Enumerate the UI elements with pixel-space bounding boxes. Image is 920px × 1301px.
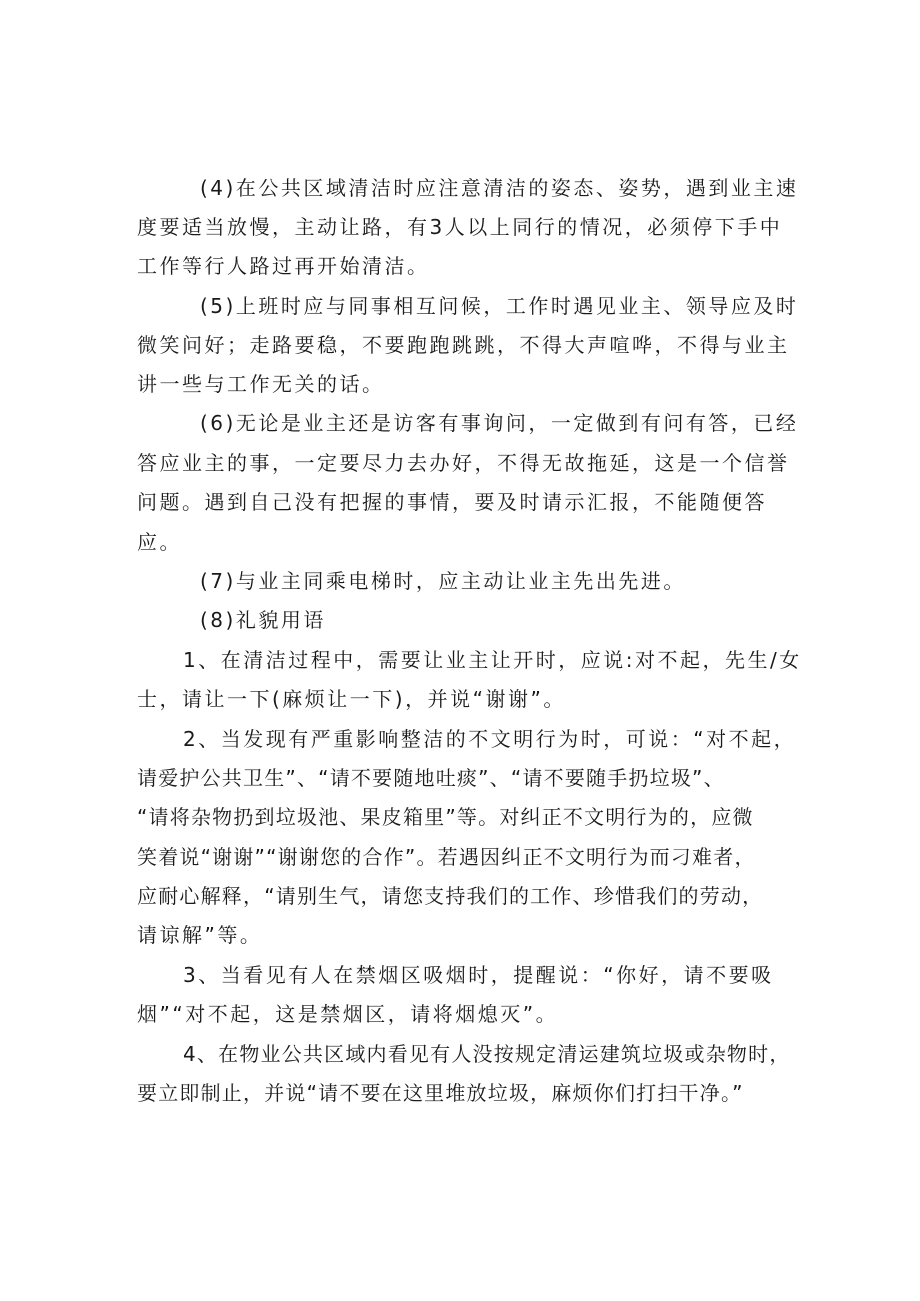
text-line: 2、当发现有严重影响整洁的不文明行为时，可说：“对不起， [183, 727, 797, 751]
text-line: 请爱护公共卫生”、“请不要随地吐痰”、“请不要随手扔垃圾”、 [137, 766, 725, 790]
text-line: 士，请让一下(麻烦让一下)，并说“谢谢”。 [137, 687, 566, 711]
text-line: (4)在公共区域清洁时应注意清洁的姿态、姿势，遇到业主速 [200, 176, 799, 200]
text-line: 要立即制止，并说“请不要在这里堆放垃圾，麻烦你们打扫干净。” [137, 1081, 744, 1105]
text-line: 度要适当放慢，主动让路，有3人以上同行的情况，必须停下手中 [137, 215, 783, 239]
text-line: 笑着说“谢谢”“谢谢您的合作”。若遇因纠正不文明行为而刁难者， [137, 845, 756, 869]
text-line: 3、当看见有人在禁烟区吸烟时，提醒说：“你好，请不要吸 [183, 963, 774, 987]
text-line: 微笑问好；走路要稳，不要跑跑跳跳，不得大声喧哗，不得与业主 [137, 333, 790, 357]
text-line: 工作等行人路过再开始清洁。 [137, 254, 430, 278]
text-line: 1、在清洁过程中，需要让业主让开时，应说:对不起，先生/女 [183, 648, 802, 672]
text-line: “请将杂物扔到垃圾池、果皮箱里”等。对纠正不文明行为的，应微 [137, 805, 754, 829]
text-line: 请谅解”等。 [137, 923, 263, 947]
text-line: 应。 [137, 530, 182, 554]
section-heading: (8)礼貌用语 [200, 608, 326, 632]
text-line: 答应业主的事，一定要尽力去办好，不得无故拖延，这是一个信誉 [137, 451, 790, 475]
text-line: (6)无论是业主还是访客有事询问，一定做到有问有答，已经 [200, 411, 799, 435]
text-line: (5)上班时应与同事相互问候，工作时遇见业主、领导应及时 [200, 294, 799, 318]
text-line: 4、在物业公共区域内看见有人没按规定清运建筑垃圾或杂物时， [183, 1042, 791, 1066]
text-line: 问题。遇到自己没有把握的事情，要及时请示汇报，不能随便答 [137, 490, 767, 514]
text-line: 讲一些与工作无关的话。 [137, 372, 385, 396]
text-line: (7)与业主同乘电梯时，应主动让业主先出先进。 [200, 569, 686, 593]
text-line: 烟”“对不起，这是禁烟区，请将烟熄灭”。 [137, 1002, 559, 1026]
text-line: 应耐心解释，“请别生气，请您支持我们的工作、珍惜我们的劳动， [137, 884, 764, 908]
